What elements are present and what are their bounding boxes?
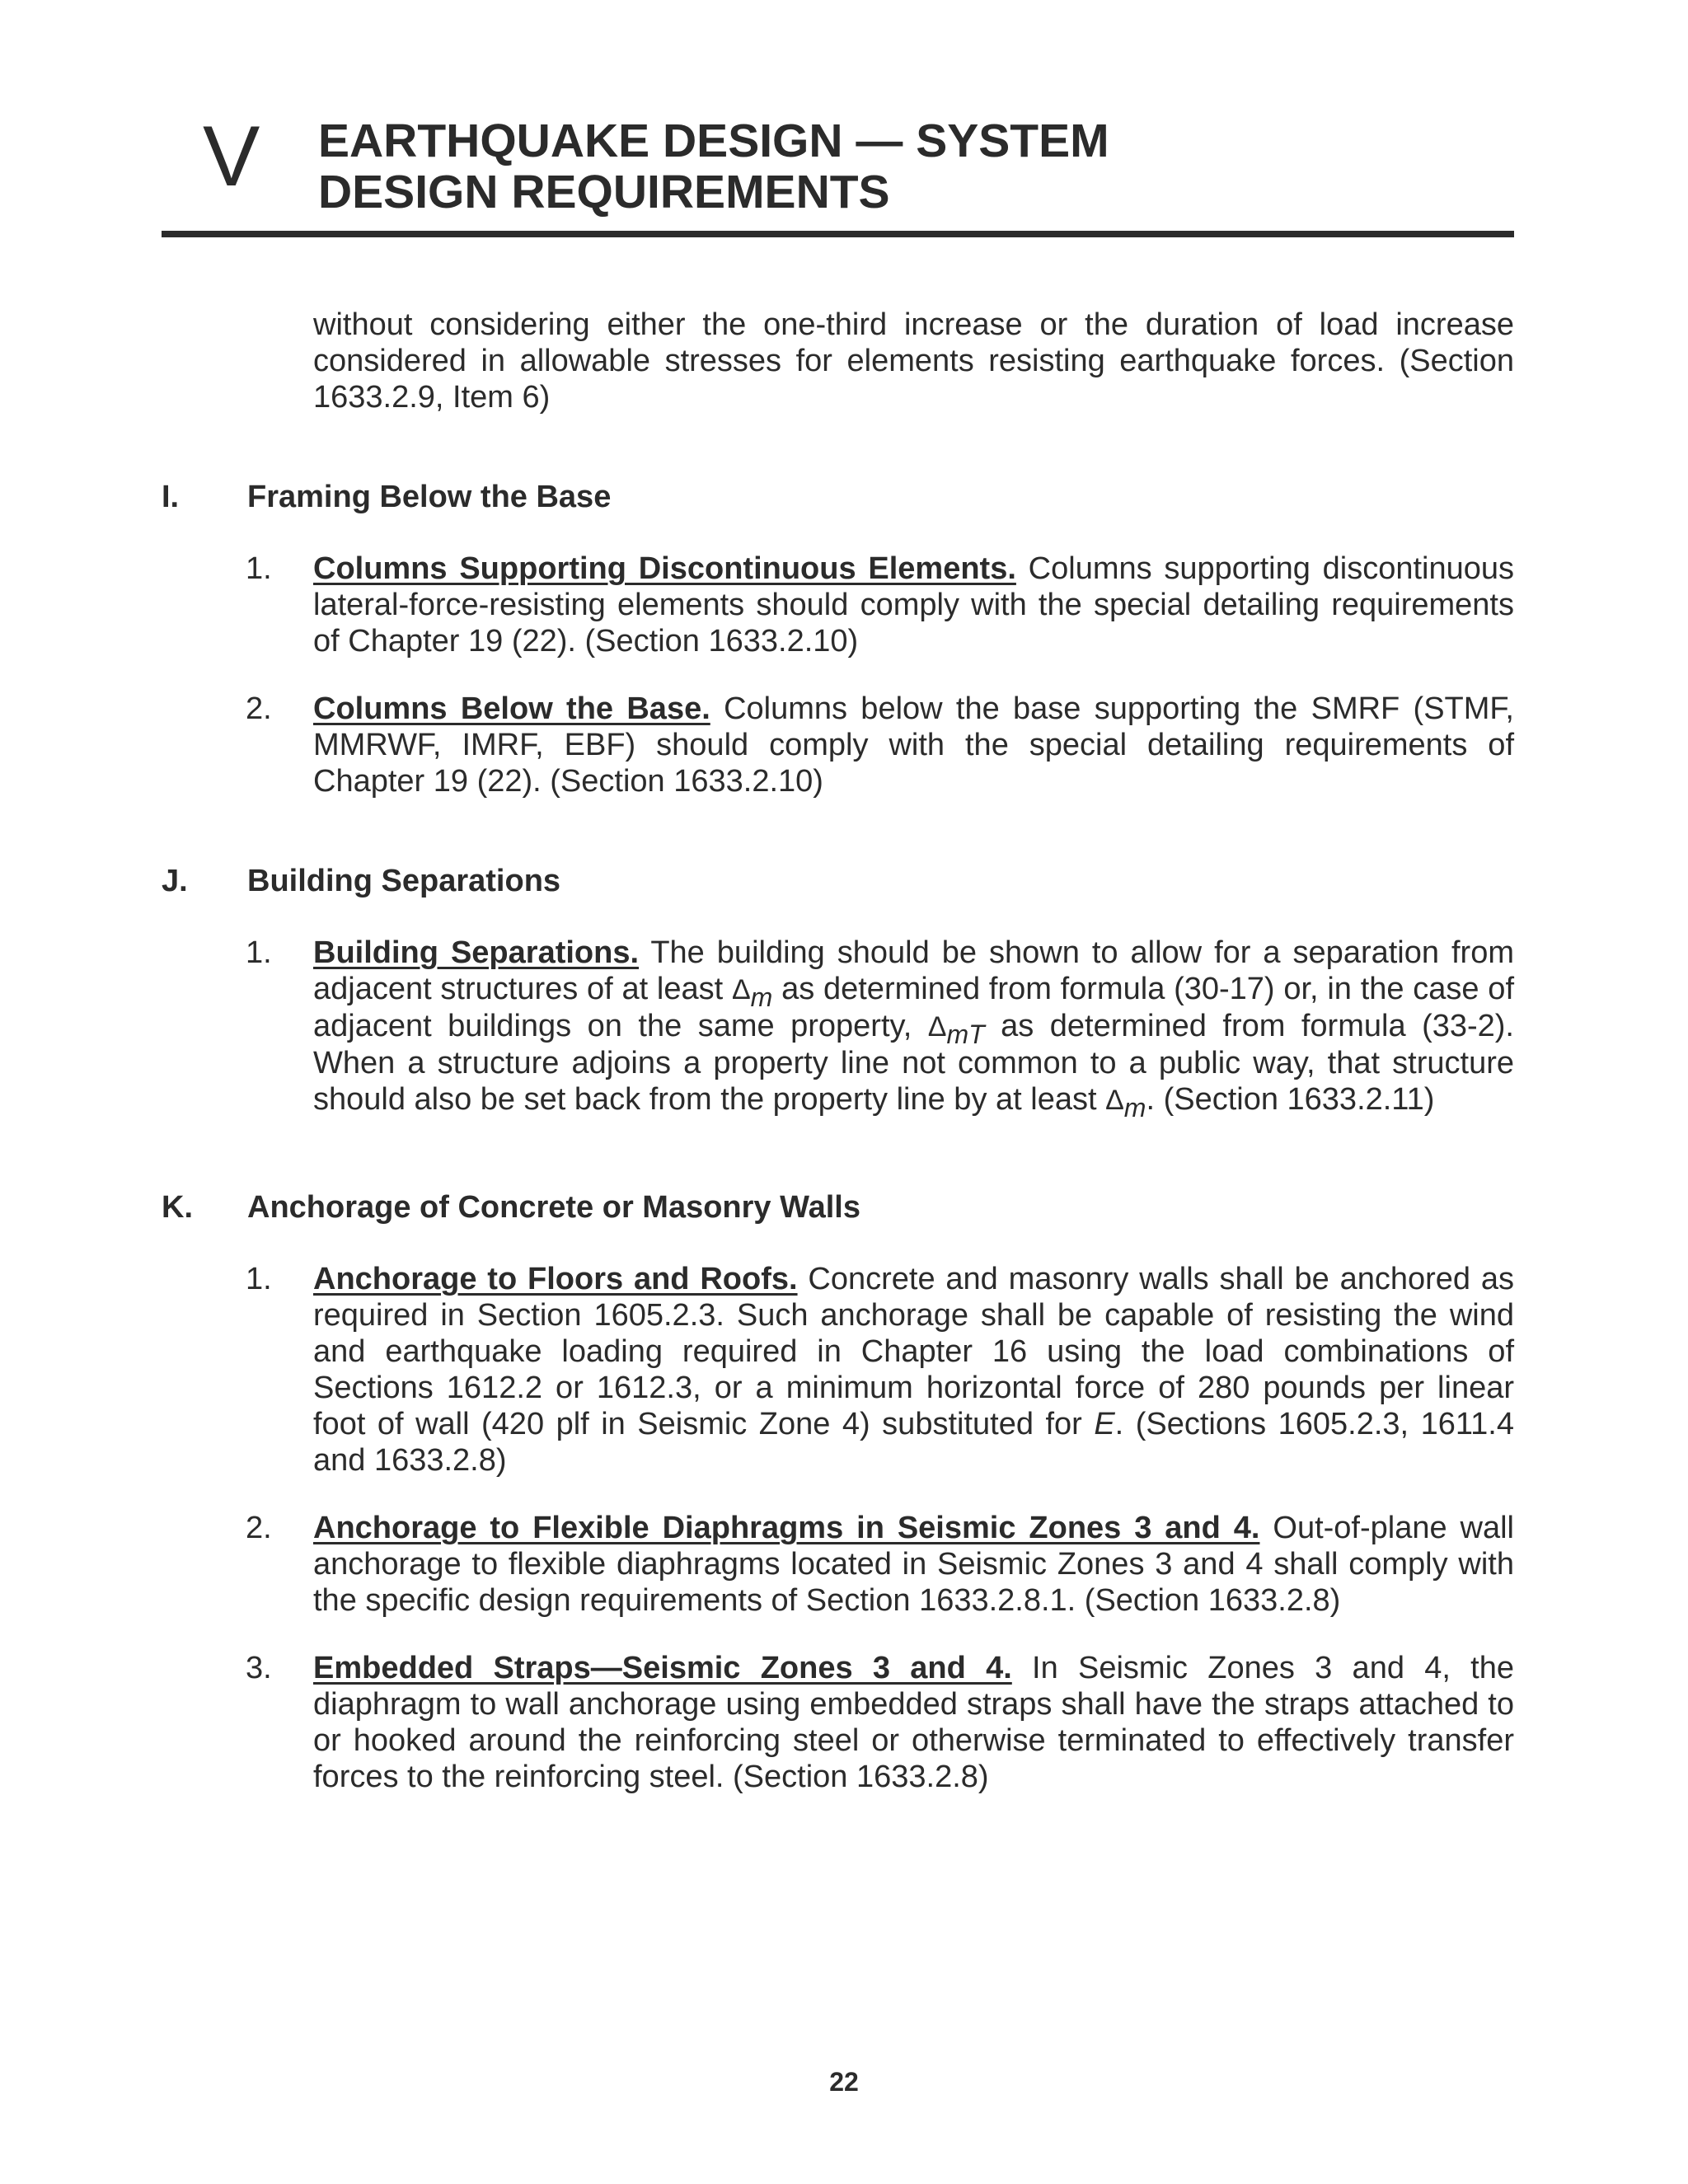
item-paragraph bbox=[313, 1510, 1514, 1619]
item-title: Embedded Straps—Seismic Zones 3 and 4. bbox=[313, 1651, 1012, 1685]
item-text: In Seismic Zones 3 and 4, the diaphragm to wall anchorage using embedded straps shall have the straps attached to or hooked around the reinforcing steel or otherwise terminated to effectively transfer forces to the reinforcing steel. (Section 1633.2.8) bbox=[313, 1651, 1514, 1794]
item-number: 1. bbox=[246, 935, 272, 970]
list-item bbox=[162, 1261, 1514, 1479]
section-heading bbox=[162, 1190, 1514, 1230]
item-text: Columns below the base supporting the SMRF (STMF, MMRWF, IMRF, EBF) should comply with the special detailing requirements of Chapter 19 (22). (Section 1633.2.10) bbox=[313, 691, 1514, 799]
delta-symbol: Δ bbox=[1105, 1085, 1124, 1116]
item-paragraph bbox=[313, 551, 1514, 659]
section-k bbox=[162, 1190, 1514, 1795]
item-title: Columns Below the Base. bbox=[313, 691, 710, 726]
list-item bbox=[162, 1650, 1514, 1795]
list-item bbox=[162, 1510, 1514, 1619]
section-letter: J. bbox=[162, 864, 188, 898]
delta-symbol: Δ bbox=[927, 1011, 947, 1043]
item-text: . (Section 1633.2.11) bbox=[1146, 1082, 1435, 1117]
item-number: 1. bbox=[246, 551, 272, 586]
item-paragraph bbox=[313, 935, 1514, 1122]
page-number: 22 bbox=[829, 2067, 859, 2097]
list-item bbox=[162, 691, 1514, 799]
section-letter: K. bbox=[162, 1190, 193, 1225]
delta-subscript: mT bbox=[946, 1019, 985, 1049]
header-divider bbox=[162, 231, 1514, 237]
chapter-title-line-1: EARTHQUAKE DESIGN — SYSTEM bbox=[318, 115, 1109, 167]
item-title: Anchorage to Floors and Roofs. bbox=[313, 1262, 798, 1296]
list-item bbox=[162, 935, 1514, 1122]
item-number: 2. bbox=[246, 691, 272, 726]
item-title: Building Separations. bbox=[313, 935, 640, 970]
item-text: Concrete and masonry walls shall be anchored as required in Section 1605.2.3. Such anchorage shall be capable of resisting the wind and earthquake loading required in Chapter 16 using the load combinations of Sections 1612.2 or 1612.3, or a minimum horizontal force of 280 pounds per linear foot of wall (420 plf in Seismic Zone 4) substituted for bbox=[313, 1262, 1514, 1441]
item-text: . (Sections 1605.2.3, 1611.4 and 1633.2.8) bbox=[313, 1407, 1515, 1478]
item-text: as determined from formula (33-2). When a structure adjoins a property line not common to a public way, that structure should also be set back from the property line by at least bbox=[313, 1009, 1514, 1117]
chapter-title-line-2: DESIGN REQUIREMENTS bbox=[318, 166, 890, 218]
section-j bbox=[162, 864, 1514, 1122]
section-i bbox=[162, 480, 1514, 799]
variable-e: E bbox=[1094, 1407, 1115, 1441]
section-title: Framing Below the Base bbox=[247, 480, 612, 514]
section-letter: I. bbox=[162, 480, 180, 514]
item-text: Columns supporting discontinuous lateral-force-resisting elements should comply with the special detailing requirements of Chapter 19 (22). (Section 1633.2.10) bbox=[313, 551, 1515, 658]
item-title: Anchorage to Flexible Diaphragms in Seismic Zones 3 and 4. bbox=[313, 1511, 1260, 1545]
intro-paragraph: without considering either the one-third increase or the duration of load increase considered in allowable stresses for elements resisting earthquake forces. (Section 1633.2.9, Item 6) bbox=[313, 307, 1514, 415]
item-number: 1. bbox=[246, 1262, 272, 1296]
chapter-title bbox=[318, 115, 1109, 218]
list-item bbox=[162, 551, 1514, 659]
delta-symbol: Δ bbox=[731, 974, 751, 1005]
item-title: Columns Supporting Discontinuous Elements. bbox=[313, 551, 1016, 586]
item-number: 3. bbox=[246, 1651, 272, 1685]
item-text: as determined from formula (30-17) or, in the case of adjacent buildings on the same property, bbox=[313, 972, 1514, 1043]
section-title: Building Separations bbox=[247, 864, 561, 898]
item-paragraph bbox=[313, 1650, 1514, 1795]
item-paragraph bbox=[313, 1261, 1514, 1479]
section-heading bbox=[162, 864, 1514, 903]
section-heading bbox=[162, 480, 1514, 519]
chapter-header bbox=[162, 105, 1514, 237]
item-text: Out-of-plane wall anchorage to flexible diaphragms located in Seismic Zones 3 and 4 shall comply with the specific design requirements of Section 1633.2.8.1. (Section 1633.2.8) bbox=[313, 1511, 1514, 1618]
delta-subscript: m bbox=[750, 982, 773, 1012]
section-title: Anchorage of Concrete or Masonry Walls bbox=[247, 1190, 860, 1225]
chapter-letter: V bbox=[203, 109, 260, 204]
item-number: 2. bbox=[246, 1511, 272, 1545]
item-paragraph bbox=[313, 691, 1514, 799]
item-text: The building should be shown to allow for a separation from adjacent structures of at least bbox=[313, 935, 1514, 1006]
delta-subscript: m bbox=[1123, 1093, 1146, 1122]
